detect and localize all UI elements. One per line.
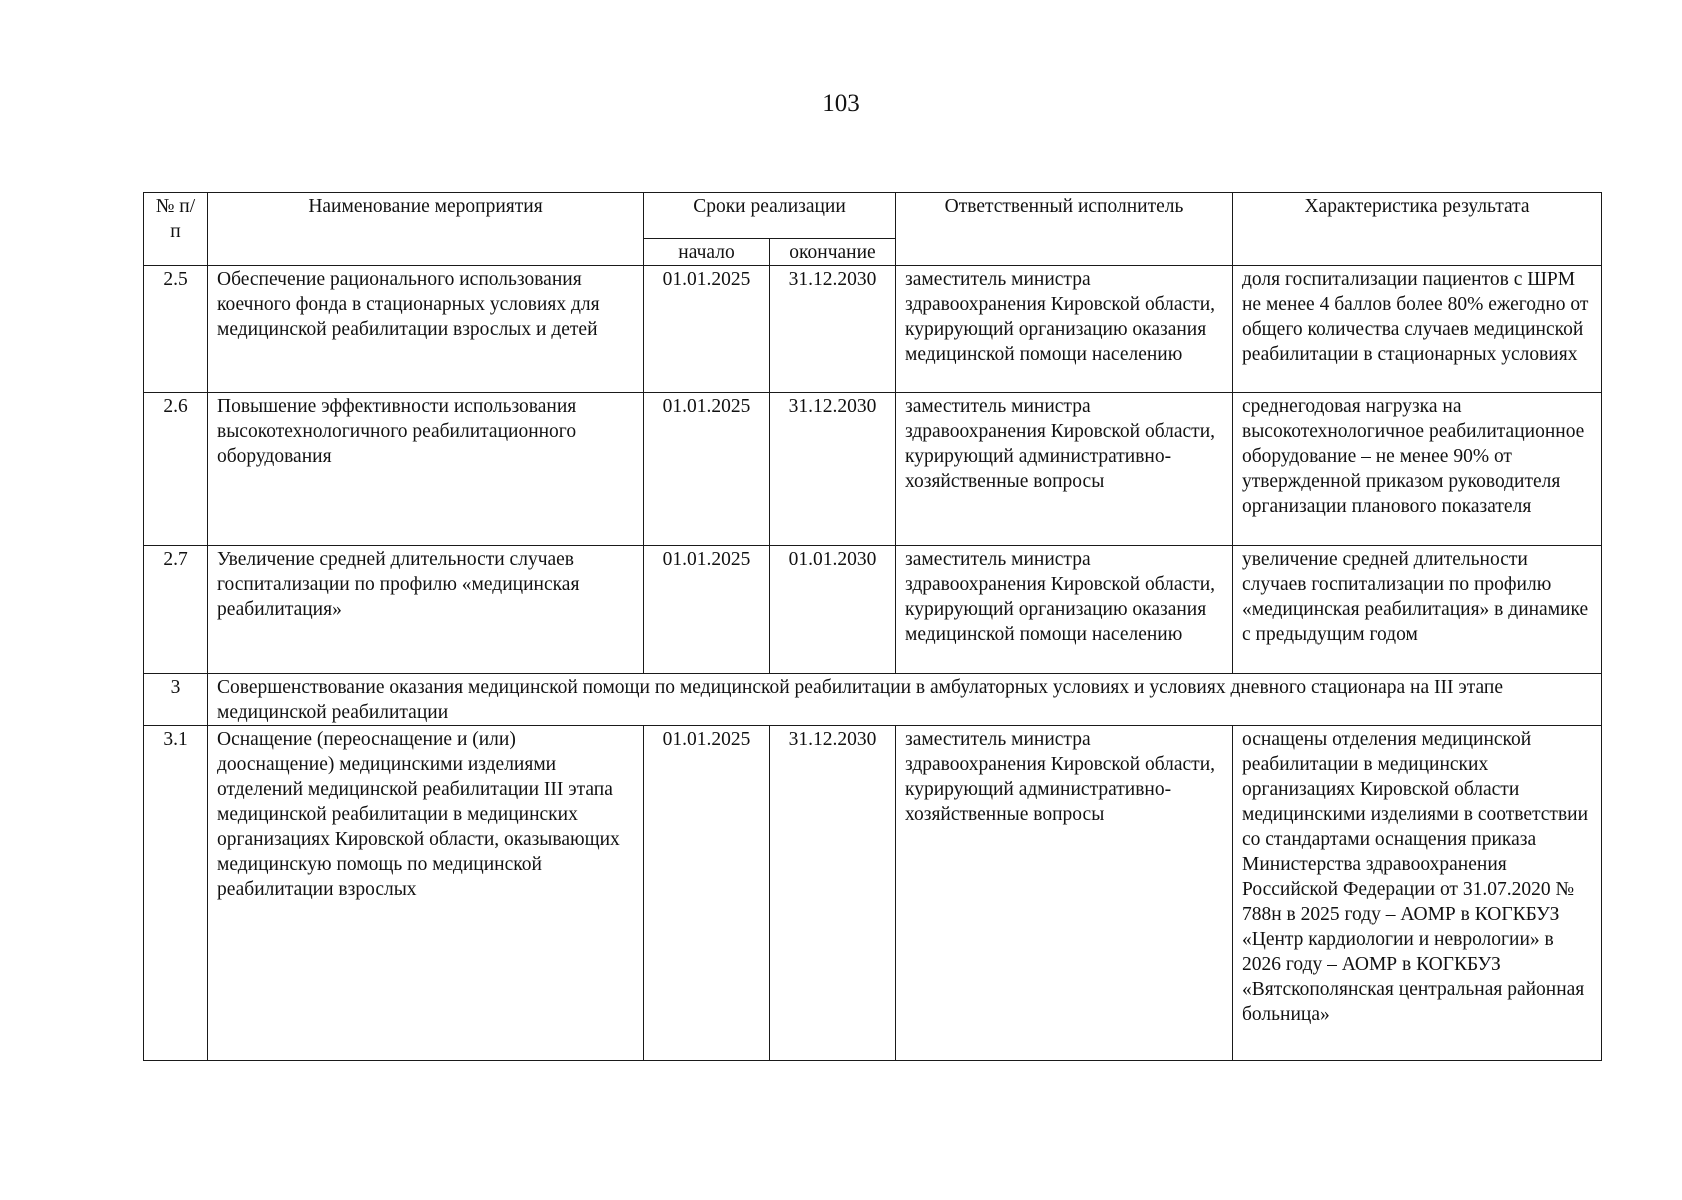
row-name: Повышение эффективности использования высокотехнологичного реабилитационного оборудования (208, 393, 644, 546)
row-end: 31.12.2030 (770, 393, 896, 546)
table-row (144, 546, 1602, 674)
row-num: 2.5 (144, 266, 208, 393)
row-responsible: заместитель министра здравоохранения Кировской области, курирующий организацию оказания медицинской помощи населению (896, 266, 1233, 393)
header-period: Сроки реализации (644, 193, 896, 239)
table-row (144, 266, 1602, 393)
row-result: оснащены отделения медицинской реабилитации в медицинских организациях Кировской области медицинскими изделиями в соответствии со стандартами оснащения приказа Министерства здравоохранения Российской Федерации от 31.07.2020 № 788н в 2025 году – АОМР в КОГКБУЗ «Центр кардиологии и неврологии» в 2026 году – АОМР в КОГКБУЗ «Вятскополянская центральная районная больница» (1233, 726, 1602, 1061)
row-responsible: заместитель министра здравоохранения Кировской области, курирующий административно-хозяйственные вопросы (896, 393, 1233, 546)
row-responsible: заместитель министра здравоохранения Кировской области, курирующий административно-хозяйственные вопросы (896, 726, 1233, 1061)
row-end: 31.12.2030 (770, 266, 896, 393)
table-row (144, 393, 1602, 546)
row-start: 01.01.2025 (644, 546, 770, 674)
header-num: № п/п (144, 193, 208, 266)
row-num: 2.6 (144, 393, 208, 546)
row-name: Увеличение средней длительности случаев госпитализации по профилю «медицинская реабилитация» (208, 546, 644, 674)
row-result: увеличение средней длительности случаев госпитализации по профилю «медицинская реабилитация» в динамике с предыдущим годом (1233, 546, 1602, 674)
row-start: 01.01.2025 (644, 266, 770, 393)
row-name: Оснащение (переоснащение и (или) дооснащение) медицинскими изделиями отделений медицинской реабилитации III этапа медицинской реабилитации в медицинских организациях Кировской области, оказывающих медицинскую помощь по медицинской реабилитации взрослых (208, 726, 644, 1061)
section-num: 3 (144, 674, 208, 726)
header-responsible: Ответственный исполнитель (896, 193, 1233, 266)
section-title: Совершенствование оказания медицинской помощи по медицинской реабилитации в амбулаторных условиях и условиях дневного стационара на III этапе медицинской реабилитации (208, 674, 1602, 726)
header-start: начало (644, 239, 770, 266)
row-name: Обеспечение рационального использования коечного фонда в стационарных условиях для медицинской реабилитации взрослых и детей (208, 266, 644, 393)
row-result: среднегодовая нагрузка на высокотехнологичное реабилитационное оборудование – не менее 90% от утвержденной приказом руководителя организации планового показателя (1233, 393, 1602, 546)
row-end: 01.01.2030 (770, 546, 896, 674)
row-start: 01.01.2025 (644, 393, 770, 546)
header-result: Характеристика результата (1233, 193, 1602, 266)
table-row (144, 726, 1602, 1061)
row-start: 01.01.2025 (644, 726, 770, 1061)
header-name: Наименование мероприятия (208, 193, 644, 266)
measures-table (143, 192, 1602, 1061)
section-row (144, 674, 1602, 726)
row-responsible: заместитель министра здравоохранения Кировской области, курирующий организацию оказания медицинской помощи населению (896, 546, 1233, 674)
header-end: окончание (770, 239, 896, 266)
row-result: доля госпитализации пациентов с ШРМ не менее 4 баллов более 80% ежегодно от общего количества случаев медицинской реабилитации в стационарных условиях (1233, 266, 1602, 393)
row-end: 31.12.2030 (770, 726, 896, 1061)
row-num: 3.1 (144, 726, 208, 1061)
page-number: 103 (822, 90, 860, 117)
row-num: 2.7 (144, 546, 208, 674)
